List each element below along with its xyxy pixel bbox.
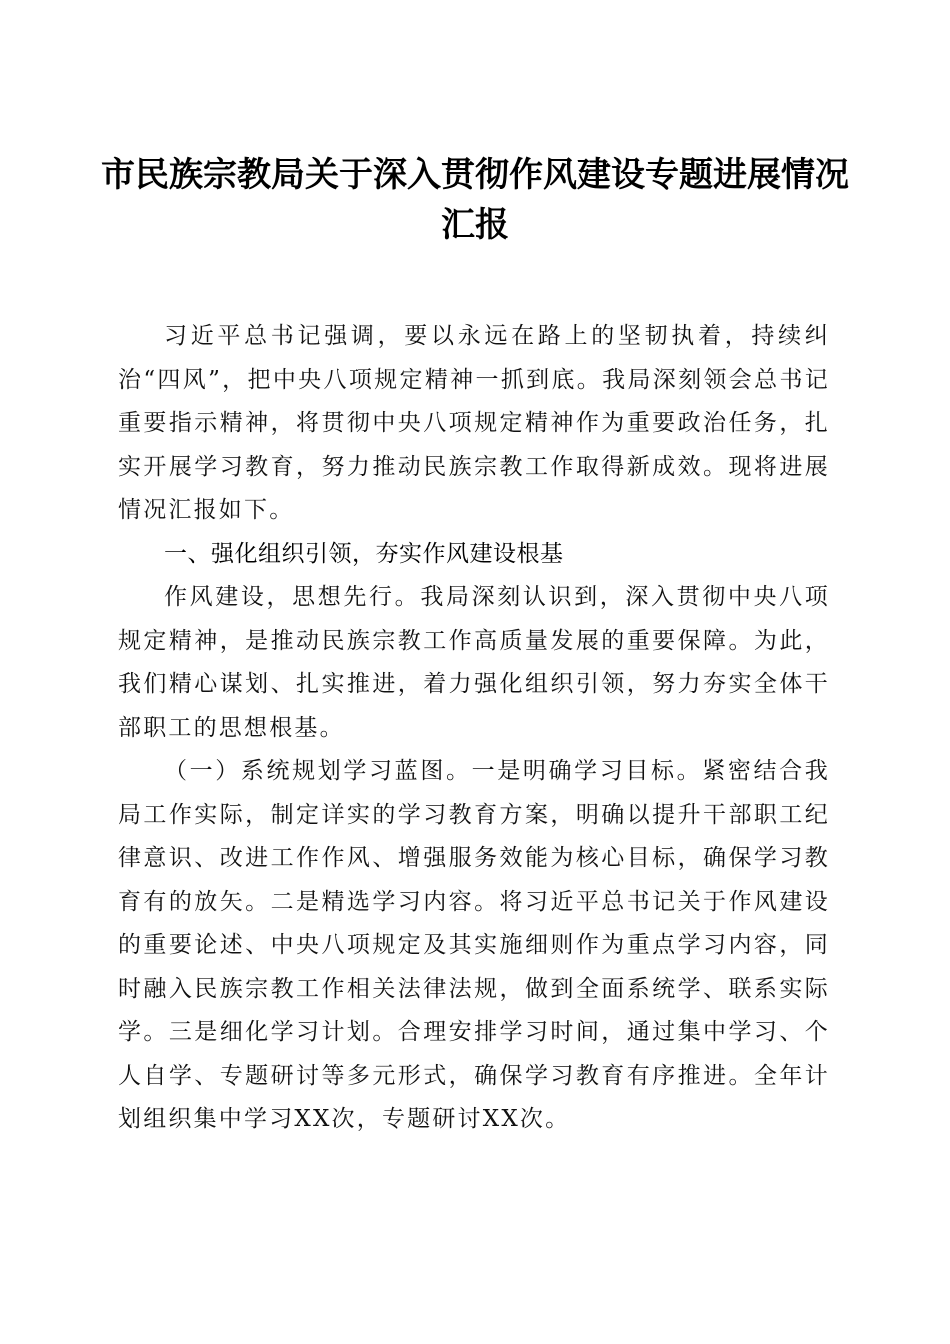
document-title: 市民族宗教局关于深入贯彻作风建设专题进展情况汇报 [101,155,849,245]
intro-paragraph: 习近平总书记强调，要以永远在路上的坚韧执着，持续纠治“四风”，把中央八项规定精神一抓到底。我局深刻领会总书记重要指示精神，将贯彻中央八项规定精神作为重要政治任务，扎实开展学习教育，努力推动民族宗教工作取得新成效。现将进展情况汇报如下。 [118,323,830,523]
document-body [118,315,830,1142]
section-heading-1: 一、强化组织引领，夯实作风建设根基 [164,540,564,567]
subsection-1-paragraph: （一）系统规划学习蓝图。一是明确学习目标。紧密结合我局工作实际，制定详实的学习教育方案，明确以提升干部职工纪律意识、改进工作作风、增强服务效能为核心目标，确保学习教育有的放矢。二是精选学习内容。将习近平总书记关于作风建设的重要论述、中央八项规定及其实施细则作为重点学习内容，同时融入民族宗教工作相关法律法规，做到全面系统学、联系实际学。三是细化学习计划。合理安排学习时间，通过集中学习、个人自学、专题研讨等多元形式，确保学习教育有序推进。全年计划组织集中学习XX次，专题研讨XX次。 [118,758,830,1132]
section-1-paragraph: 作风建设，思想先行。我局深刻认识到，深入贯彻中央八项规定精神，是推动民族宗教工作高质量发展的重要保障。为此，我们精心谋划、扎实推进，着力强化组织引领，努力夯实全体干部职工的思想根基。 [118,584,830,741]
